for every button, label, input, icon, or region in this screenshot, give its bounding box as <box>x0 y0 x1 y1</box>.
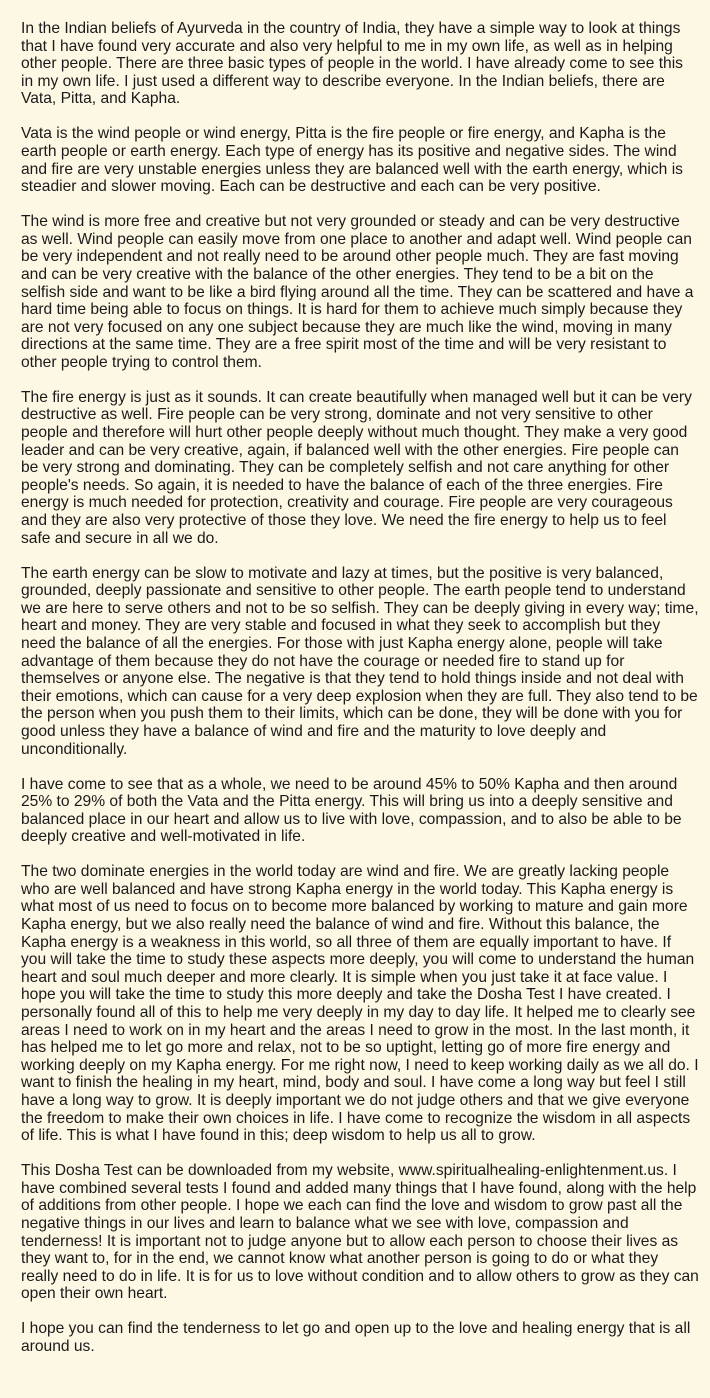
paragraph-dominate-energies: The two dominate energies in the world today are wind and fire. We are greatly lacking people who are well balanced and have strong Kapha energy in the world today. This Kapha energy is what most of us need to focus on to become more balanced by working to mature and gain more Kapha energy, but we also really need the balance of wind and fire. Without this balance, the Kapha energy is a weakness in this world, so all three of them are equally important to have. If you will take the time to study these aspects more deeply, you will come to understand the human heart and soul much deeper and more clearly. It is simple when you just take it at face value. I hope you will take the time to study this more deeply and take the Dosha Test I have created. I personally found all of this to help me very deeply in my day to day life. It helped me to clearly see areas I need to work on in my heart and the areas I need to grow in the most. In the last month, it has helped me to let go more and relax, not to be so uptight, letting go of more fire energy and working deeply on my Kapha energy. For me right now, I need to keep working daily as we all do. I want to finish the healing in my heart, mind, body and soul. I have come a long way but feel I still have a long way to grow. It is deeply important we do not judge others and that we give everyone the freedom to make their own choices in life. I have come to recognize the wisdom in all aspects of life. This is what I have found in this; deep wisdom to help us all to grow. <box>21 863 699 1145</box>
paragraph-ayurveda-intro: In the Indian beliefs of Ayurveda in the country of India, they have a simple way to look at things that I have found very accurate and also very helpful to me in my own life, as well as in helping other people. There are three basic types of people in the world. I have already come to see this in my own life. I just used a different way to describe everyone. In the Indian beliefs, there are Vata, Pitta, and Kapha. <box>21 20 683 108</box>
paragraph-earth-energy: The earth energy can be slow to motivate and lazy at times, but the positive is very balanced, grounded, deeply passionate and sensitive to other people. The earth people tend to understand we are here to serve others and not to be so selfish. They can be deeply giving in every way; time, heart and money. They are very stable and focused in what they seek to accomplish but they need the balance of all the energies. For those with just Kapha energy alone, people will take advantage of them because they do not have the courage or needed fire to stand up for themselves or anyone else. The negative is that they tend to hold things inside and not deal with their emotions, which can cause for a very deep explosion when they are full. They also tend to be the person when you push them to their limits, which can be done, they will be done with you for good unless they have a balance of wind and fire and the maturity to love deeply and unconditionally. <box>21 564 699 758</box>
paragraph-balance-ratio: I have come to see that as a whole, we need to be around 45% to 50% Kapha and then around 25% to 29% of both the Vata and the Pitta energy. This will bring us into a deeply sensitive and balanced place in our heart and allow us to live with love, compassion, and to also be able to be deeply creative and well-motivated in life. <box>21 775 682 846</box>
paragraph-fire-energy: The fire energy is just as it sounds. It can create beautifully when managed well but it can be very destructive as well. Fire people can be very strong, dominate and not very sensitive to other people and therefore will hurt other people deeply without much thought. They make a very good leader and can be very creative, again, if balanced well with the other energies. Fire people can be very strong and dominating. They can be completely selfish and not care anything for other people's needs. So again, it is needed to have the balance of each of the three energies. Fire energy is much needed for protection, creativity and courage. Fire people are very courageous and they are also very protective of those they love. We need the fire energy to help us to feel safe and secure in all we do. <box>21 388 692 547</box>
paragraph-dosha-test: This Dosha Test can be downloaded from my website, www.spiritualhealing-enlightenment.us. I have combined several tests I found and added many things that I have found, along with the help of additions from other people. I hope we each can find the love and wisdom to grow past all the negative things in our lives and learn to balance what we see with love, compassion and tenderness! It is important not to judge anyone but to allow each person to choose their lives as they want to, for in the end, we cannot know what another person is going to do or what they really need to do in life. It is for us to love without condition and to allow others to grow as they can open their own heart. <box>21 1162 699 1303</box>
paragraph-closing: I hope you can find the tenderness to let go and open up to the love and healing energy that is all around us. <box>21 1320 691 1355</box>
paragraph-energy-types: Vata is the wind people or wind energy, Pitta is the fire people or fire energy, and Kapha is the earth people or earth energy. Each type of energy has its positive and negative sides. The wind and fire are very unstable energies unless they are balanced well with the earth energy, which is steadier and slower moving. Each can be destructive and each can be very positive. <box>21 125 683 196</box>
paragraph-wind-energy: The wind is more free and creative but not very grounded or steady and can be very destructive as well. Wind people can easily move from one place to another and adapt well. Wind people can be very independent and not really need to be around other people much. They are fast moving and can be very creative with the balance of the other energies. They tend to be a bit on the selfish side and want to be like a bird flying around all the time. They can be scattered and have a hard time being able to focus on things. It is hard for them to achieve much simply because they are not very focused on any one subject because they are much like the wind, moving in many directions at the same time. They are a free spirit most of the time and will be very resistant to other people trying to control them. <box>21 213 694 371</box>
